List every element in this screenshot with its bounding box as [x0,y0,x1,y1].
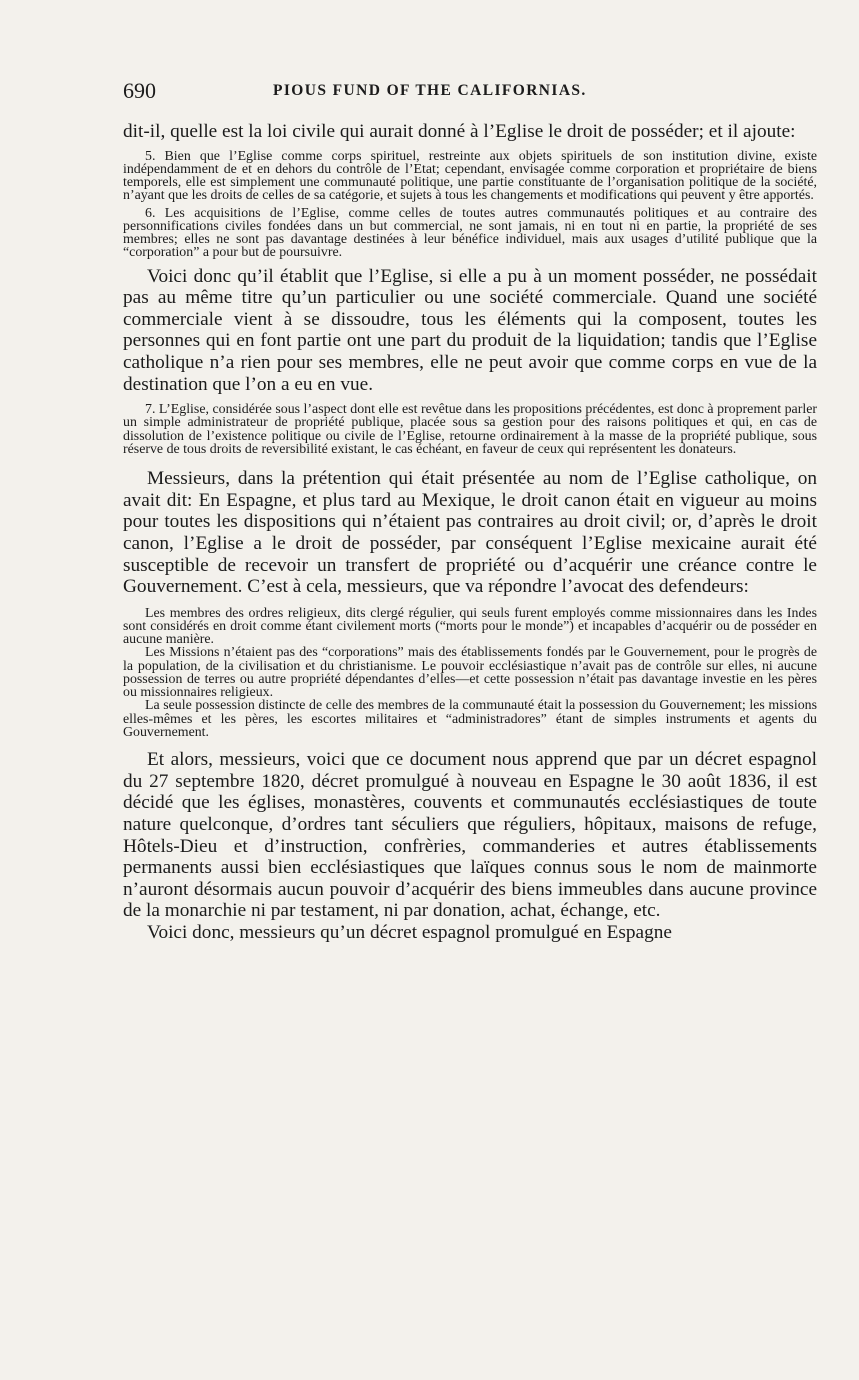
body-paragraph: Voici donc, messieurs qu’un décret espagnol promulgué en Espagne [147,921,672,943]
page-body [123,121,817,944]
quoted-paragraph: 5. Bien que l’Eglise comme corps spirituel, restreinte aux objets spirituels de son institution divine, existe indépendamment de et en dehors du contrôle de l’Etat; cependant, envisagée comme corporation et propriétaire de biens temporels, elle est simplement une communauté politique, une partie constituante de l’organisation politique de la société, n’ayant que les droits de celles de sa catégorie, et sujets à tous les changements et modifications qui peuvent y être apportés. [123,148,817,204]
page-header [123,78,817,106]
body-paragraph: dit-il, quelle est la loi civile qui aurait donné à l’Eglise le droit de posséder; et il ajoute: [123,121,796,142]
quoted-paragraph: 6. Les acquisitions de l’Eglise, comme celles de toutes autres communautés politiques et au contraire des personnifications civiles fondées dans un but commercial, ne sont jamais, ni en tout ni en partie, la propriété de ses membres; elles ne sont pas davantage destinées à leur bénéfice individuel, mais aux usages d’utilité publique que la “corporation” a pour but de poursuivre. [123,205,817,261]
running-title: PIOUS FUND OF THE CALIFORNIAS. [273,82,587,99]
body-paragraph: Et alors, messieurs, voici que ce document nous apprend que par un décret espagnol du 27 septembre 1820, décret promulgué à nouveau en Espagne le 30 août 1836, il est décidé que les églises, monastères, couvents et communautés ecclésiastiques de toute nature quelconque, d’ordres tant séculiers que réguliers, hôpitaux, maisons de refuge, Hôtels-Dieu et d’instruction, confrèries, commanderies et autres établissements permanents aussi bien ecclésiastiques que laïques connus sous le nom de mainmorte n’auront désormais aucun pouvoir d’acquérir des biens immeubles dans aucune province de la monarchie ni par testament, ni par donation, achat, échange, etc. [123,749,817,922]
body-paragraph: Voici donc qu’il établit que l’Eglise, si elle a pu à un moment posséder, ne possédait pas au même titre qu’un particulier ou une société commerciale. Quand une société commerciale vient à se dissoudre, tous les éléments qui la composent, toutes les personnes qui en font partie ont une part du produit de la liquidation; tandis que l’Eglise catholique n’a rien pour ses membres, elle ne peut avoir que comme corps en vue de la destination que l’on a eu en vue. [123,265,817,395]
quoted-paragraph: La seule possession distincte de celle des membres de la communauté était la possession du Gouvernement; les missions elles-mêmes et les pères, les escortes militaires et “administradores” étant de simples instruments et agents du Gouvernement. [123,698,817,740]
page-number: 690 [123,78,156,103]
quoted-paragraph: 7. L’Eglise, considérée sous l’aspect dont elle est revêtue dans les propositions précédentes, est donc à proprement parler un simple administrateur de propriété publique, placée sous sa gestion pour des raisons politiques et qui, en cas de dissolution de l’existence politique ou civile de l’Eglise, retourne ordinairement à la masse de la propriété publique, sous réserve de tous droits de reversibilité existant, le cas échéant, en faveur de ceux qui représentent les donateurs. [123,402,817,457]
quoted-paragraph: Les Missions n’étaient pas des “corporations” mais des établissements fondés par le Gouvernement, pour le progrès de la population, de la civilisation et du christianisme. Le pouvoir ecclésiastique n’avait pas de contrôle sur elles, ni aucune possession de terres ou autre propriété dépendantes d’elles—et cette possession n’était pas davantage investie en les pères ou missionnaires religieux. [123,645,817,701]
quoted-paragraph: Les membres des ordres religieux, dits clergé régulier, qui seuls furent employés comme missionnaires dans les Indes sont considérés en droit comme étant civilement morts (“morts pour le monde”) et incapables d’acquérir ou de posséder en aucune manière. [123,605,817,648]
body-paragraph: Messieurs, dans la prétention qui était présentée au nom de l’Eglise catholique, on avait dit: En Espagne, et plus tard au Mexique, le droit canon était en vigueur au moins pour toutes les dispositions qui n’étaient pas contraires au droit civil; or, d’après le droit canon, l’Eglise a le droit de posséder, par conséquent l’Eglise mexicaine aurait été susceptible de recevoir un transfert de propriété ou d’acquérir une créance contre le Gouvernement. C’est à cela, messieurs, que va répondre l’avocat des defendeurs: [123,468,817,598]
